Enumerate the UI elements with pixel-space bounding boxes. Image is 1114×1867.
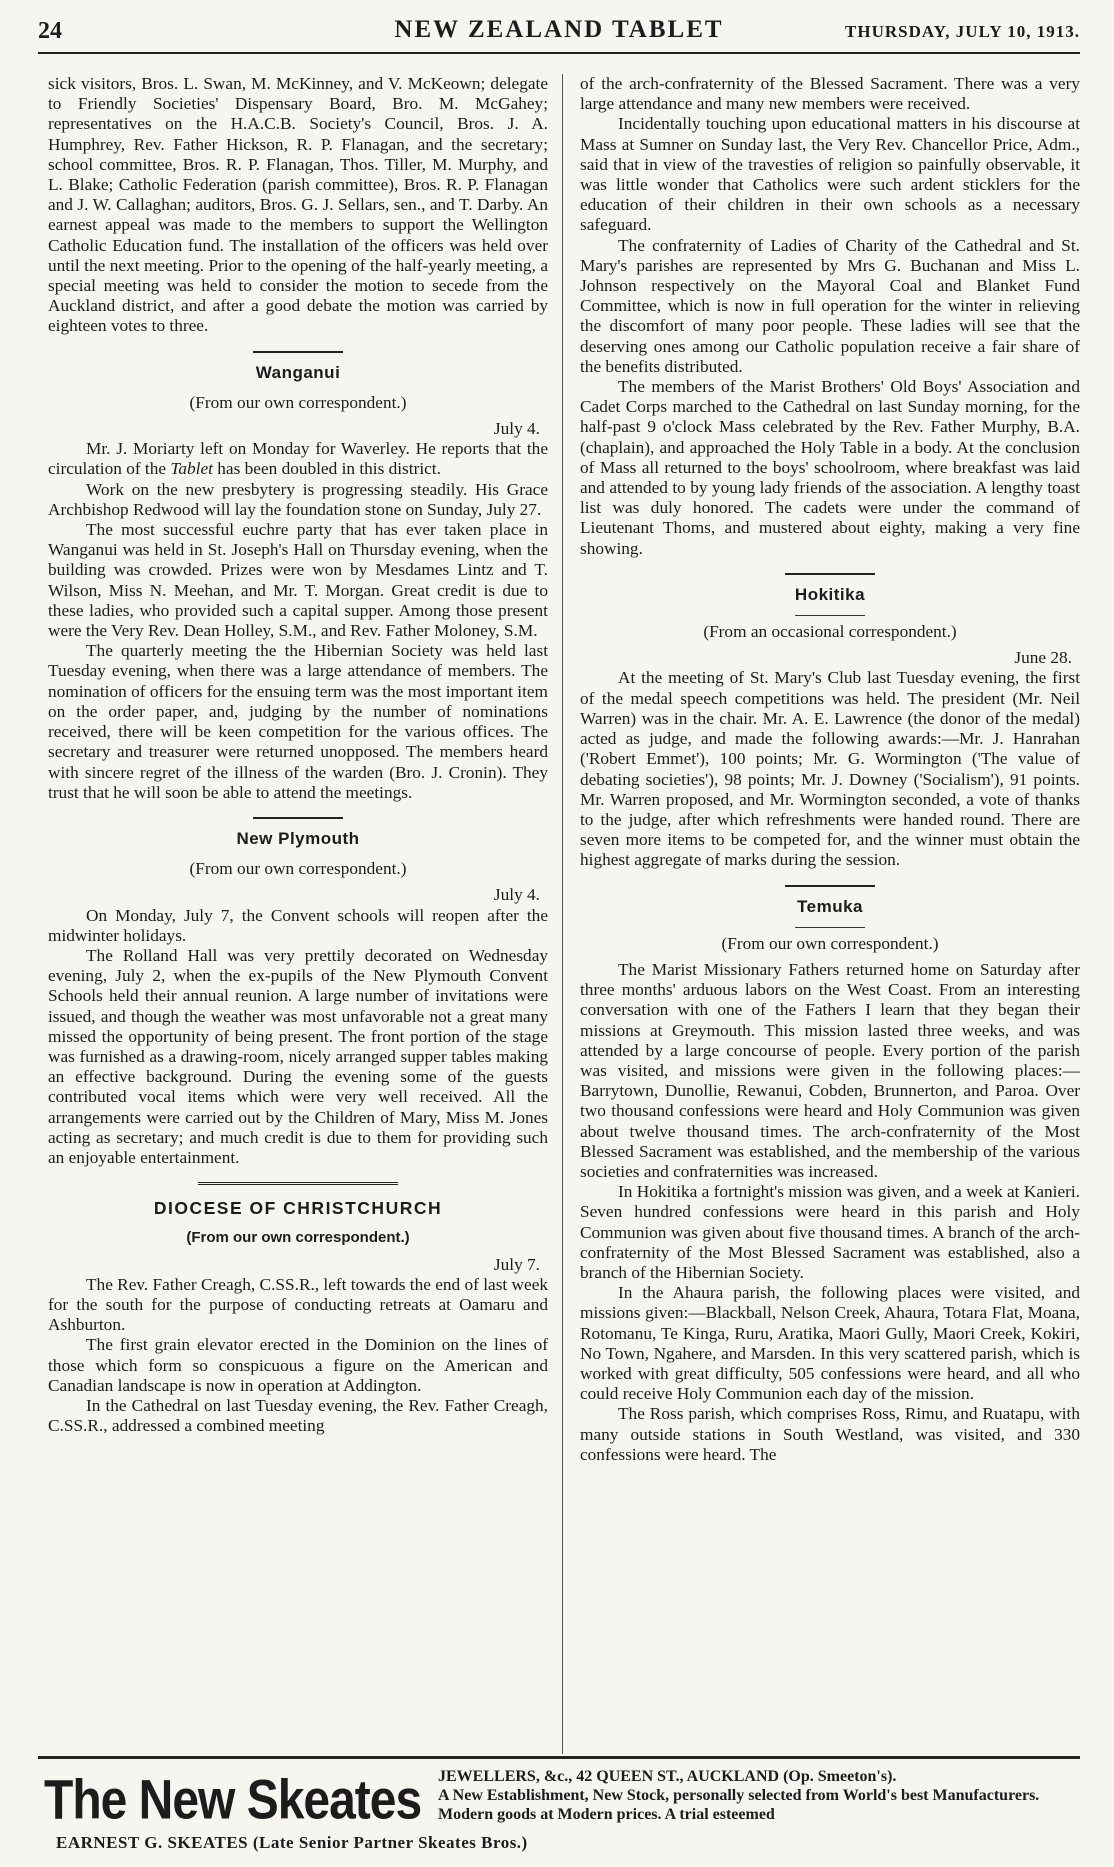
issue-date: THURSDAY, JULY 10, 1913. — [845, 22, 1080, 41]
paragraph: In the Ahaura parish, the following places were visited, and missions given:—Blackball, Nelson Creek, Ahaura, Totara Flat, Moana, Rotomanu, Te Kinga, Ruru, Aratika, Maori Gully, Maori Creek, Kokiri, No Town, Ngahere, and Marsden. In this very scattered parish, which is worked with great difficulty, 505 confessions were heard, and all who could receive Holy Communion each day of the mission. — [580, 1283, 1080, 1404]
paragraph: The most successful euchre party that has ever taken place in Wanganui was held in St. Joseph's Hall on Thursday evening, when the building was crowded. Prizes were won by Mesdames Lintz and T. Wilson, Miss N. Meehan, and Mr. T. Morgan. Great credit is due to these ladies, who provided such a capital supper. Among those present were the Very Rev. Dean Holley, S.M., and Rev. Father Moloney, S.M. — [48, 520, 548, 641]
advertiser-owner: EARNEST G. SKEATES (Late Senior Partner Skeates Bros.) — [56, 1833, 528, 1852]
intro-paragraph: sick visitors, Bros. L. Swan, M. McKinney, and V. McKeown; delegate to Friendly Societies' Dispensary Board, Bro. M. McGahey; representatives on the H.A.C.B. Society's Council, Bros. J. A. Humphrey, Rev. Father Hickson, R. P. Flanagan, and the secretary; school committee, Bros. R. P. Flanagan, Thos. Tiller, M. Murphy, and L. Blake; Catholic Federation (parish committee), Bros. R. P. Flanagan and J. W. Callaghan; auditors, Bros. G. J. Sellars, sen., and T. Darby. An earnest appeal was made to the members to support the Wellington Catholic Education fund. The installation of the officers was held over until the next meeting. Prior to the opening of the half-yearly meeting, a special meeting was held to consider the motion to secede from the Auckland district, and after a good debate the motion was carried by eighteen votes to three. — [48, 74, 548, 336]
ad-line: JEWELLERS, &c., 42 QUEEN ST., AUCKLAND (Op. Smeeton's). — [438, 1768, 897, 1785]
section-divider — [785, 573, 875, 575]
paragraph: The first grain elevator erected in the Dominion on the lines of those which form so conspicuous a figure on the American and Canadian landscape is now in operation at Addington. — [48, 1335, 548, 1395]
paragraph: Incidentally touching upon educational matters in his discourse at Mass at Sumner on Sunday last, the Very Rev. Chancellor Price, Adm., said that in view of the travesties of religion so painfully observable, it was little wonder that Catholics were such ardent sticklers for the education of their children in their own schools as a necessary safeguard. — [580, 114, 1080, 235]
dateline: July 4. — [493, 419, 540, 439]
paragraph: The Ross parish, which comprises Ross, Rimu, and Ruatapu, with many outside stations in South Westland, was visited, and 330 confessions were heard. The — [580, 1404, 1080, 1464]
masthead — [38, 14, 1080, 54]
dateline: July 4. — [493, 885, 540, 905]
paragraph: The Rolland Hall was very prettily decorated on Wednesday evening, July 2, when the ex-pupils of the New Plymouth Convent Schools held their annual reunion. A large number of invitations were issued, and though the weather was most unfavorable not a great many missed the opportunity of being present. The front portion of the stage was furnished as a drawing-room, nicely arranged supper tables making an effective background. During the evening some of the guests contributed vocal items which were very well received. All the arrangements were carried out by the Children of Mary, Miss M. Jones acting as secretary; and much credit is due to them for providing such an enjoyable entertainment. — [48, 945, 548, 1167]
correspondent-line: (From an occasional correspondent.) — [703, 622, 957, 642]
paragraph: On Monday, July 7, the Convent schools will reopen after the midwinter holidays. — [48, 905, 548, 945]
paragraph: of the arch-confraternity of the Blessed Sacrament. There was a very large attendance and many new members were received. — [580, 74, 1080, 114]
paragraph: The Rev. Father Creagh, C.SS.R., left towards the end of last week for the south for the purpose of conducting retreats at Oamaru and Ashburton. — [48, 1274, 548, 1335]
advertiser-name: The New Skeates — [44, 1770, 422, 1832]
paragraph: In the Cathedral on last Tuesday evening, the Rev. Father Creagh, C.SS.R., addressed a combined meeting — [48, 1395, 548, 1436]
correspondent-line: (From our own correspondent.) — [721, 933, 939, 953]
paragraph: Mr. J. Moriarty left on Monday for Waverley. He reports that the circulation of the Tablet has been doubled in this district. — [48, 439, 548, 479]
diocese-divider — [198, 1182, 398, 1188]
section-heading-hokitika: Hokitika — [794, 584, 866, 604]
section-divider — [785, 885, 875, 887]
ad-line: A New Establishment, New Stock, personally selected from World's best Manufacturers. Modern goods at Modern prices. A trial esteemed — [438, 1787, 1040, 1823]
dateline: July 7. — [493, 1254, 540, 1274]
paragraph: In Hokitika a fortnight's mission was given, and a week at Kanieri. Seven hundred confessions were heard in this parish and Holy Communion was given about five thousand times. A branch of the arch-confraternity of the Most Blessed Sacrament was established, also a branch of the Hibernian Society. — [580, 1182, 1080, 1282]
dateline: June 28. — [1014, 648, 1072, 668]
paragraph: Work on the new presbytery is progressing steadily. His Grace Archbishop Redwood will lay the foundation stone on Sunday, July 27. — [48, 479, 548, 519]
left-column — [48, 74, 548, 1754]
paragraph: At the meeting of St. Mary's Club last Tuesday evening, the first of the medal speech competitions was held. The president (Mr. Neil Warren) was in the chair. Mr. A. E. Lawrence (the donor of the medal) acted as judge, and made the following awards:—Mr. J. Hanrahan ('Robert Emmet'), 100 points; Mr. G. Wormington ('The value of debating societies'), 98 points; Mr. J. Downey ('Socialism'), 91 points. Mr. Warren proposed, and Mr. Wormington seconded, a vote of thanks to the judge, after which refreshments were handed round. There are seven more items to be competed for, and the winner must obtain the highest aggregate of marks during the session. — [580, 668, 1080, 870]
right-column — [580, 74, 1080, 1754]
sub-rule — [795, 615, 865, 616]
publication-title: NEW ZEALAND TABLET — [394, 16, 724, 43]
paragraph: The quarterly meeting the the Hibernian Society was held last Tuesday evening, when there was a large attendance of members. The nomination of officers for the ensuing term was the most important item on the order paper, and, judging by the number of nominations received, there will be keen competition for the various offices. The secretary and treasurer were returned unopposed. The members heard with sincere regret of the illness of the warden (Bro. J. Cronin). They trust that he will soon be able to attend the meetings. — [48, 641, 548, 802]
section-heading-new-plymouth: New Plymouth — [236, 828, 360, 848]
section-divider — [253, 351, 343, 353]
correspondent-line: (From our own correspondent.) — [189, 392, 407, 412]
section-heading-temuka: Temuka — [797, 896, 863, 916]
section-heading-christchurch: DIOCESE OF CHRISTCHURCH — [153, 1198, 443, 1219]
section-divider — [253, 817, 343, 819]
correspondent-line: (From our own correspondent.) — [186, 1229, 410, 1247]
sub-rule — [795, 927, 865, 928]
paragraph: The Marist Missionary Fathers returned home on Saturday after three months' arduous labors on the West Coast. From an interesting conversation with one of the Fathers I learn that they began their missions at Greymouth. This mission lasted three weeks, and was attended by a large concourse of people. Every portion of the parish was visited, and missions were given in the following places:—Barrytown, Dunollie, Rewanui, Cobden, Brunnerton, and Paroa. Over two thousand confessions were heard and Holy Communion was given about twelve thousand times. The arch-confraternity of the Most Blessed Sacrament was established, and the membership of the various societies and confraternities was increased. — [580, 959, 1080, 1181]
advertisement — [38, 1756, 1080, 1859]
section-heading-wanganui: Wanganui — [255, 362, 341, 382]
column-rule — [562, 74, 563, 1754]
correspondent-line: (From our own correspondent.) — [189, 859, 407, 879]
page-number: 24 — [38, 18, 62, 44]
paragraph: The confraternity of Ladies of Charity of the Cathedral and St. Mary's parishes are represented by Mrs G. Buchanan and Miss L. Johnson respectively on the Mayoral Coal and Blanket Fund Committee, which is now in full operation for the winter in relieving the discomfort of many poor people. These ladies will see that the deserving ones among our Catholic population receive a fair share of the benefits distributed. — [580, 235, 1080, 376]
advertisement-text — [438, 1767, 1080, 1824]
paragraph: The members of the Marist Brothers' Old Boys' Association and Cadet Corps marched to the Cathedral on last Sunday morning, for the half-past 9 o'clock Mass celebrated by the Rev. Father Murphy, B.A. (chaplain), and approached the Holy Table in a body. At the conclusion of Mass all returned to the boys' schoolroom, where breakfast was laid and attended to by young lady friends of the association. A lengthy toast list was duly honored. The cadets were under the command of Lieutenant Thoms, and mustered about eighty, making a very fine showing. — [580, 377, 1080, 558]
